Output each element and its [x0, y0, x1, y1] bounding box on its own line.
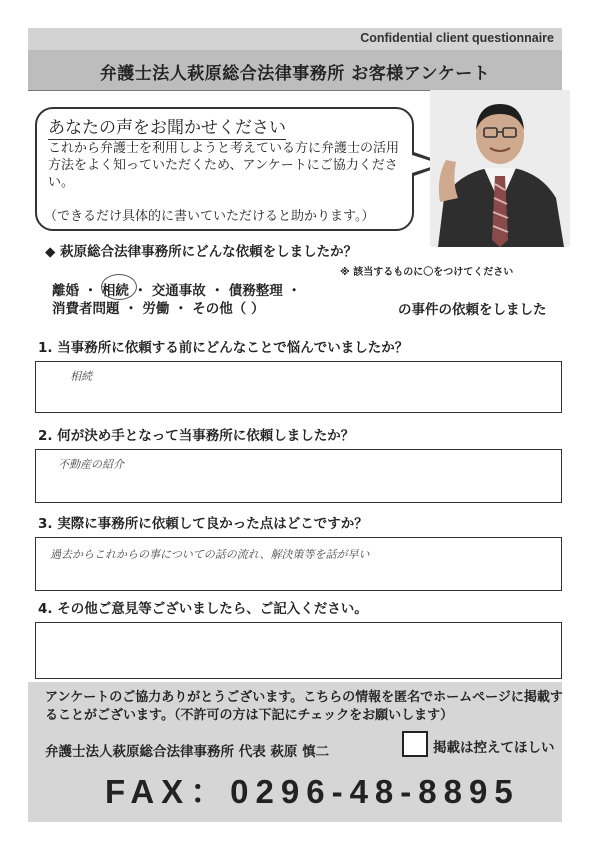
question-2-answer-box[interactable]	[35, 449, 562, 503]
request-instruction-note: ※ 該当するものに〇をつけてください	[340, 267, 514, 278]
question-2-answer: 不動産の紹介	[58, 458, 124, 471]
footer-thanks: アンケートのご協力ありがとうございます。こちらの情報を匿名でホームページに掲載することがございます。（不許可の方は下記にチェックをお願いします）	[45, 690, 563, 723]
header-top-bar	[28, 28, 562, 50]
fax-number: FAX：0296-48-8895	[105, 773, 520, 810]
request-categories-line1: 離婚 ・ 相続 ・ 交通事故 ・ 債務整理 ・	[52, 283, 301, 299]
header-top-label: Confidential client questionnaire	[360, 31, 554, 45]
lawyer-portrait-image	[430, 90, 570, 247]
question-1-answer: 相続	[70, 370, 92, 383]
selected-category-circle	[101, 274, 137, 300]
no-publication-checkbox[interactable]	[402, 731, 428, 757]
lawyer-portrait-icon	[430, 90, 570, 247]
question-2-label: 2. 何が決め手となって当事務所に依頼しましたか？	[38, 428, 355, 444]
title-bar	[28, 50, 562, 91]
no-publication-label: 掲載は控えてほしい	[433, 740, 555, 756]
intro-body: これから弁護士を利用しようと考えている方に弁護士の活用方法をよく知っていただくため、アンケートにご協力ください。	[48, 141, 400, 190]
page-title: 弁護士法人萩原総合法律事務所 お客様アンケート	[99, 64, 491, 84]
question-1-answer-box[interactable]	[35, 361, 562, 413]
question-4-label: 4. その他ご意見等ございましたら、ご記入ください。	[38, 601, 368, 617]
question-4-answer-box[interactable]	[35, 622, 562, 679]
question-1-label: 1. 当事務所に依頼する前にどんなことで悩んでいましたか？	[38, 340, 409, 356]
question-3-label: 3. 実際に事務所に依頼して良かった点はどこですか？	[38, 516, 368, 532]
request-categories-line2: 消費者問題 ・ 労働 ・ その他（ ）	[52, 301, 265, 317]
question-3-answer-box[interactable]	[35, 537, 562, 591]
intro-heading: あなたの声をお聞かせください	[48, 113, 286, 140]
request-categories-suffix: の事件の依頼をしました	[398, 302, 547, 318]
organization-name: 弁護士法人萩原総合法律事務所 代表 萩原 慎二	[45, 744, 330, 760]
question-3-answer: 過去からこれからの事についての話の流れ、解決策等を話が早い	[50, 548, 370, 561]
request-question: ◆ 萩原総合法律事務所にどんな依頼をしましたか？	[45, 244, 358, 260]
intro-note: （できるだけ具体的に書いていただけると助かります。）	[44, 209, 375, 224]
